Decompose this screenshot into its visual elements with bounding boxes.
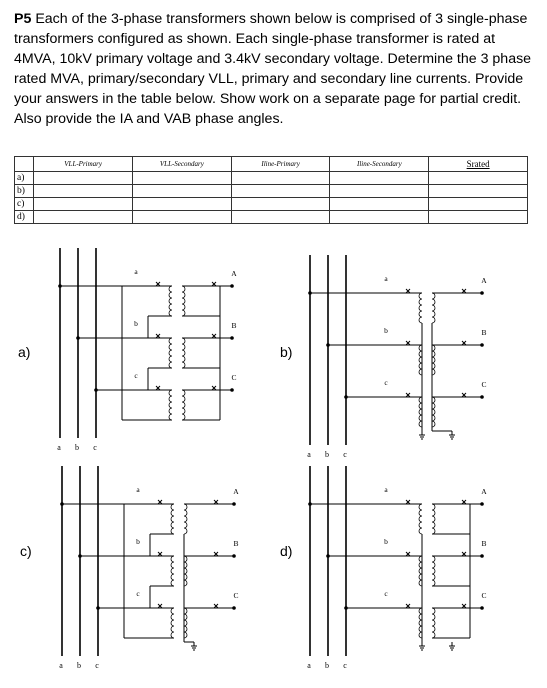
panel-label-b: b) bbox=[280, 344, 293, 360]
transformer-diagram-b bbox=[300, 255, 510, 465]
winding-coil bbox=[171, 556, 174, 586]
table-row bbox=[15, 198, 528, 211]
answer-cell[interactable] bbox=[133, 198, 232, 211]
answer-table bbox=[14, 156, 528, 224]
primary-terminal-label: b bbox=[384, 326, 388, 335]
answer-cell[interactable] bbox=[34, 172, 133, 185]
table-row bbox=[15, 211, 528, 224]
junction-dot bbox=[230, 284, 234, 288]
junction-dot bbox=[232, 502, 236, 506]
answer-cell[interactable] bbox=[330, 172, 429, 185]
answer-cell[interactable] bbox=[330, 185, 429, 198]
secondary-terminal-label: A bbox=[233, 487, 239, 496]
winding-coil bbox=[169, 286, 172, 316]
secondary-terminal-label: B bbox=[233, 539, 239, 548]
primary-terminal-label: c bbox=[134, 371, 138, 380]
winding-coil bbox=[182, 286, 185, 316]
secondary-terminal-label: B bbox=[231, 321, 237, 330]
bus-label-a: a bbox=[307, 661, 311, 670]
transformer-diagram-c bbox=[52, 466, 262, 676]
answer-cell[interactable] bbox=[429, 211, 528, 224]
winding-coil bbox=[171, 504, 174, 534]
secondary-terminal-label: C bbox=[233, 591, 239, 600]
winding-coil bbox=[432, 504, 435, 534]
junction-dot bbox=[480, 343, 484, 347]
answer-cell[interactable] bbox=[330, 211, 429, 224]
primary-terminal-label: b bbox=[384, 537, 388, 546]
transformer-diagram-a bbox=[50, 248, 260, 458]
junction-dot bbox=[480, 395, 484, 399]
primary-terminal-label: b bbox=[134, 319, 138, 328]
junction-dot bbox=[232, 554, 236, 558]
primary-terminal-label: a bbox=[384, 485, 388, 494]
secondary-terminal-label: B bbox=[481, 328, 487, 337]
row-label-a: a) bbox=[15, 172, 34, 185]
answer-cell[interactable] bbox=[133, 211, 232, 224]
answer-cell[interactable] bbox=[34, 185, 133, 198]
table-header-row bbox=[15, 157, 528, 172]
secondary-terminal-label: A bbox=[481, 487, 487, 496]
answer-cell[interactable] bbox=[34, 198, 133, 211]
bus-label-c: c bbox=[343, 661, 347, 670]
winding-coil bbox=[432, 608, 435, 638]
row-label-c: c) bbox=[15, 198, 34, 211]
bus-label-b: b bbox=[325, 661, 329, 670]
primary-terminal-label: c bbox=[384, 378, 388, 387]
junction-dot bbox=[480, 554, 484, 558]
answer-cell[interactable] bbox=[330, 198, 429, 211]
bus-label-c: c bbox=[93, 443, 97, 452]
table-row bbox=[15, 172, 528, 185]
primary-terminal-label: a bbox=[136, 485, 140, 494]
winding-coil bbox=[171, 608, 174, 638]
header-srated: Srated bbox=[429, 157, 528, 172]
panel-label-c: c) bbox=[20, 543, 32, 559]
winding-coil bbox=[432, 556, 435, 586]
header-vll-primary: VLL-Primary bbox=[34, 157, 133, 172]
primary-terminal-label: a bbox=[384, 274, 388, 283]
row-label-d: d) bbox=[15, 211, 34, 224]
row-label-b: b) bbox=[15, 185, 34, 198]
junction-dot bbox=[230, 336, 234, 340]
junction-dot bbox=[480, 606, 484, 610]
header-iline-secondary: Iline-Secondary bbox=[330, 157, 429, 172]
answer-cell[interactable] bbox=[133, 172, 232, 185]
winding-coil bbox=[182, 338, 185, 368]
problem-statement bbox=[14, 9, 536, 129]
secondary-terminal-label: C bbox=[231, 373, 237, 382]
bus-label-b: b bbox=[75, 443, 79, 452]
bus-label-c: c bbox=[95, 661, 99, 670]
winding-coil bbox=[182, 390, 185, 420]
winding-coil bbox=[419, 293, 422, 323]
problem-text: Each of the 3-phase transformers shown below is comprised of 3 single-phase transformers configured as shown. Each single-phase transformer is rated at 4MVA, 10kV primary voltage and 3.4kV secondary voltage. Determine the 3 phase rated MVA, primary/secondary VLL, primary and secondary line currents. Provide your answers in the table below. Show work on a separate page for partial credit. Also provide the IA and VAB phase angles. bbox=[14, 11, 532, 127]
primary-terminal-label: a bbox=[134, 267, 138, 276]
bus-label-a: a bbox=[57, 443, 61, 452]
primary-terminal-label: c bbox=[384, 589, 388, 598]
header-vll-secondary: VLL-Secondary bbox=[133, 157, 232, 172]
winding-coil bbox=[432, 293, 435, 323]
junction-dot bbox=[232, 606, 236, 610]
answer-cell[interactable] bbox=[231, 211, 330, 224]
answer-cell[interactable] bbox=[133, 185, 232, 198]
bus-label-a: a bbox=[59, 661, 63, 670]
secondary-terminal-label: C bbox=[481, 380, 487, 389]
primary-terminal-label: b bbox=[136, 537, 140, 546]
answer-cell[interactable] bbox=[231, 185, 330, 198]
winding-coil bbox=[169, 390, 172, 420]
transformer-diagram-d bbox=[300, 466, 510, 676]
winding-coil bbox=[169, 338, 172, 368]
answer-cell[interactable] bbox=[231, 198, 330, 211]
junction-dot bbox=[480, 502, 484, 506]
answer-cell[interactable] bbox=[429, 172, 528, 185]
primary-terminal-label: c bbox=[136, 589, 140, 598]
junction-dot bbox=[230, 388, 234, 392]
winding-coil bbox=[419, 504, 422, 534]
table-corner bbox=[15, 157, 34, 172]
table-row bbox=[15, 185, 528, 198]
bus-label-b: b bbox=[77, 661, 81, 670]
junction-dot bbox=[480, 291, 484, 295]
answer-cell[interactable] bbox=[34, 211, 133, 224]
answer-cell[interactable] bbox=[429, 185, 528, 198]
secondary-terminal-label: A bbox=[481, 276, 487, 285]
secondary-terminal-label: B bbox=[481, 539, 487, 548]
header-iline-primary: Iline-Primary bbox=[231, 157, 330, 172]
problem-heading: P5 bbox=[14, 11, 32, 27]
secondary-terminal-label: C bbox=[481, 591, 487, 600]
bus-label-a: a bbox=[307, 450, 311, 459]
secondary-terminal-label: A bbox=[231, 269, 237, 278]
panel-label-a: a) bbox=[18, 344, 31, 360]
panel-label-d: d) bbox=[280, 543, 293, 559]
bus-label-c: c bbox=[343, 450, 347, 459]
answer-cell[interactable] bbox=[429, 198, 528, 211]
bus-label-b: b bbox=[325, 450, 329, 459]
answer-cell[interactable] bbox=[231, 172, 330, 185]
winding-coil bbox=[184, 504, 187, 534]
